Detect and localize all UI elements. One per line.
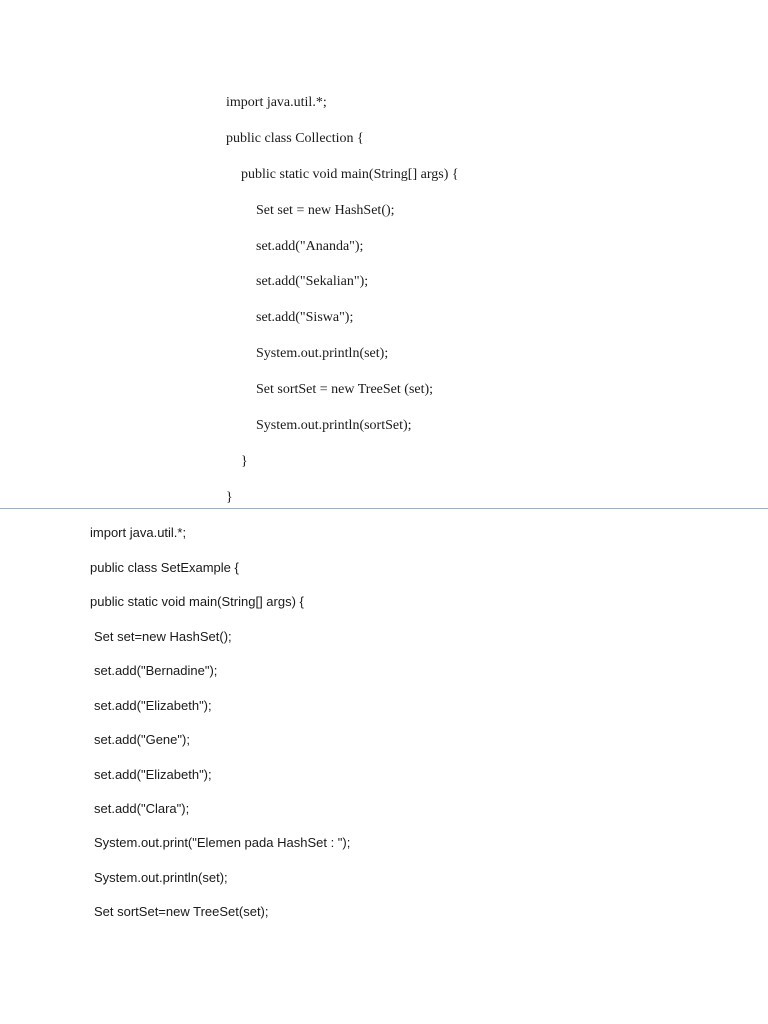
code-line: System.out.println(set); [94, 870, 228, 885]
code-line: public static void main(String[] args) { [241, 167, 459, 182]
code-line: Set sortSet=new TreeSet(set); [94, 904, 269, 919]
code-line: import java.util.*; [226, 95, 327, 110]
code-line: public class SetExample { [90, 560, 239, 575]
code-line: System.out.println(sortSet); [256, 418, 412, 433]
page-divider [0, 508, 768, 509]
code-line: set.add("Clara"); [94, 801, 190, 816]
code-line: Set sortSet = new TreeSet (set); [256, 382, 434, 397]
code-line: public class Collection { [226, 131, 364, 146]
code-line: set.add("Gene"); [94, 732, 190, 747]
code-line: System.out.print("Elemen pada HashSet : "); [94, 835, 351, 850]
code-line: set.add("Siswa"); [256, 310, 354, 325]
code-line: } [241, 454, 248, 469]
code-line: Set set=new HashSet(); [94, 629, 232, 644]
code-line: set.add("Elizabeth"); [94, 698, 212, 713]
code-line: } [226, 490, 233, 505]
code-line: set.add("Bernadine"); [94, 663, 218, 678]
code-line: public static void main(String[] args) { [90, 594, 304, 609]
code-line: Set set = new HashSet(); [256, 203, 395, 218]
code-line: set.add("Sekalian"); [256, 274, 369, 289]
code-line: set.add("Elizabeth"); [94, 767, 212, 782]
code-line: set.add("Ananda"); [256, 239, 364, 254]
code-line: import java.util.*; [90, 525, 187, 540]
page-1 [0, 0, 768, 508]
code-line: System.out.println(set); [256, 346, 389, 361]
